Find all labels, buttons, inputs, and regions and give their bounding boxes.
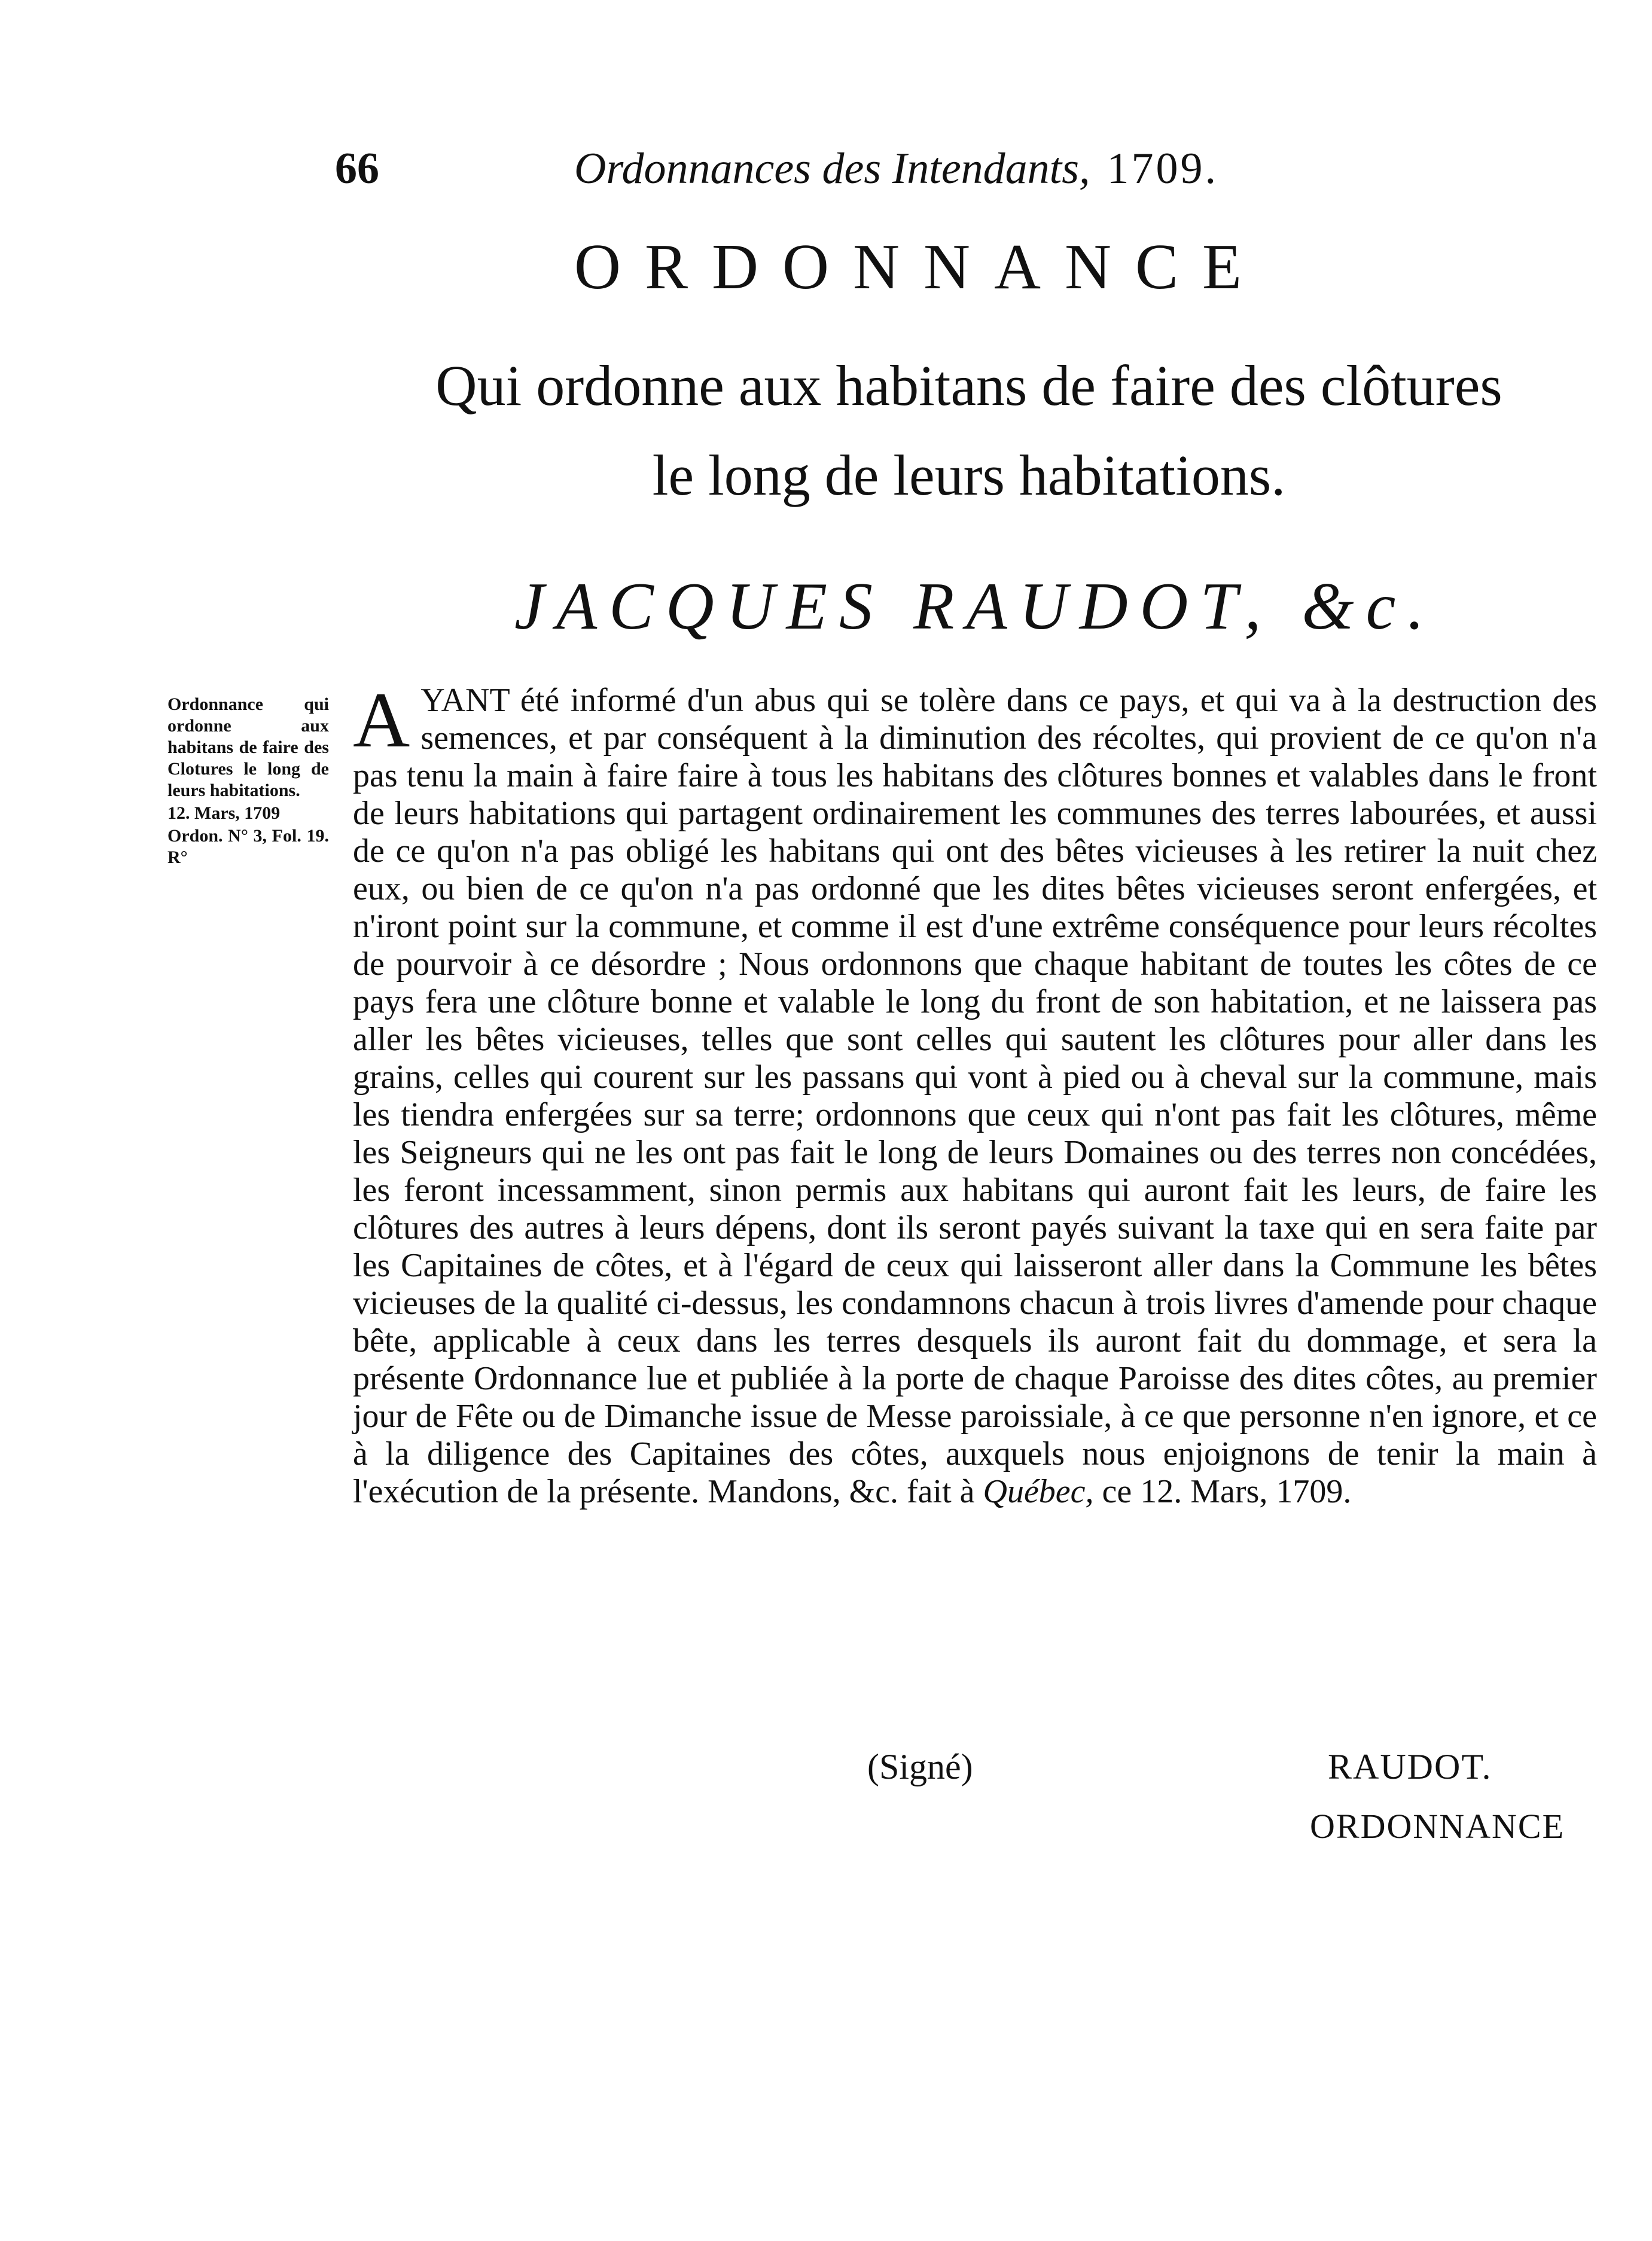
subtitle-line-2: le long de leurs habitations.: [652, 443, 1286, 507]
margin-note-reference: Ordon. N° 3, Fol. 19. R°: [167, 826, 329, 867]
signature-block: [867, 1746, 1615, 1800]
running-year: 1709.: [1107, 144, 1219, 193]
issuer-heading: JACQUES RAUDOT, &c.: [514, 569, 1437, 644]
body-text-date: ce 12. Mars, 1709.: [1102, 1473, 1352, 1510]
page-number: 66: [335, 144, 379, 193]
document-subtitle: [347, 341, 1591, 520]
running-header: [335, 144, 1388, 197]
running-title: Ordonnances des Intendants,: [574, 144, 1090, 193]
document-type-heading: ORDONNANCE: [574, 231, 1266, 303]
signer-name: RAUDOT.: [1328, 1747, 1492, 1786]
catchword: ORDONNANCE: [1310, 1807, 1565, 1846]
subtitle-line-1: Qui ordonne aux habitans de faire des clôtures: [435, 353, 1502, 417]
ordinance-body: [353, 676, 1597, 1511]
margin-note-date: 12. Mars, 1709: [167, 803, 281, 823]
place-name: Québec,: [983, 1473, 1094, 1510]
signed-label: (Signé): [867, 1747, 973, 1786]
body-text-main: YANT été informé d'un abus qui se tolère dans ce pays, et qui va à la destruction des semences, et par conséquent à la diminution des récoltes, qui provient de ce qu'on n'a pas tenu la main à faire faire à tous les habitans des clôtures bonnes et valables dans le front de leurs habitations qui partagent ordinairement les communes des terres labourées, et aussi de ce qu'on n'a pas obligé les habitans qui ont des bêtes vicieuses à les retirer la nuit chez eux, ou bien de ce qu'on n'a pas ordonné que les dites bêtes vicieuses seront enfergées, et n'iront point sur la commune, et comme il est d'une extrême conséquence pour leurs récoltes de pourvoir à ce désordre ; Nous ordonnons que chaque habitant de toutes les côtes de ce pays fera une clôture bonne et valable le long du front de son habitation, et ne laissera pas aller les bêtes vicieuses, telles que sont celles qui sautent les clôtures pour aller dans les grains, celles qui courent sur les passans qui vont à pied ou à cheval sur la commune, mais les tiendra enfergées sur sa terre; ordonnons que ceux qui n'ont pas fait les clôtures, même les Seigneurs qui ne les ont pas fait le long de leurs Domaines ou des terres non concédées, les feront incessamment, sinon permis aux habitans qui auront fait les leurs, de faire les clôtures des autres à leurs dépens, dont ils seront payés suivant la taxe qui en sera faite par les Capitaines de côtes, et à l'égard de ceux qui laisseront aller dans la Commune les bêtes vicieuses de la qualité ci-dessus, les condamnons chacun à trois livres d'amende pour chaque bête, applicable à ceux dans les terres desquels ils auront fait du dommage, et sera la présente Ordonnance lue et publiée à la porte de chaque Paroisse des dites côtes, au premier jour de Fête ou de Dimanche issue de Messe paroissiale, à ce que personne n'en ignore, et ce à la diligence des Capitaines des côtes, auxquels nous enjoignons de tenir la main à l'exécution de la présente. Mandons, &c. fait à: [353, 682, 1597, 1510]
margin-note-summary: Ordonnance qui ordonne aux habitans de faire des Clotures le long de leurs habitations.: [167, 694, 329, 800]
margin-note: [167, 694, 329, 868]
drop-cap: A: [353, 676, 410, 764]
